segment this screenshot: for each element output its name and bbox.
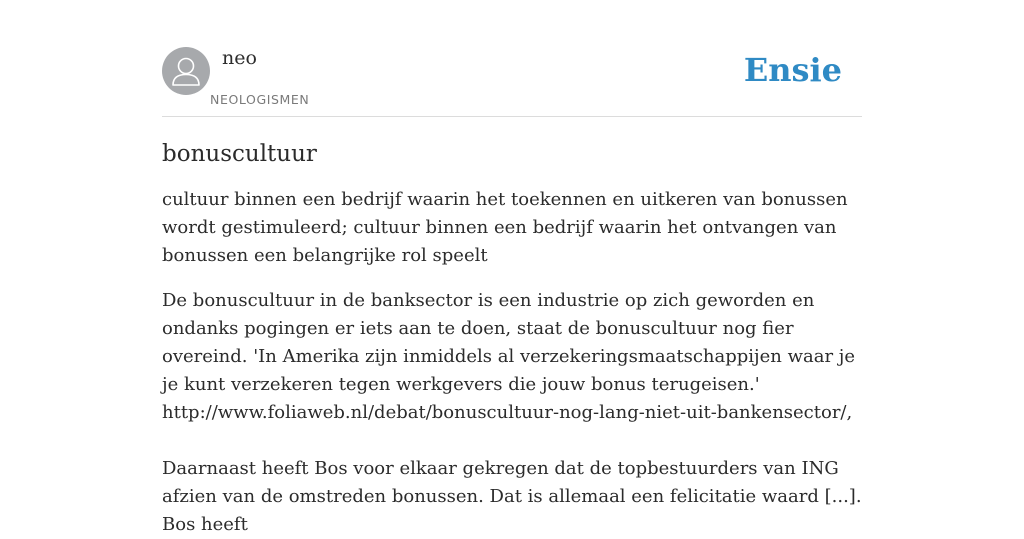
paragraph-gap	[162, 427, 862, 455]
entry-term: bonuscultuur	[162, 141, 317, 167]
example-paragraph: Daarnaast heeft Bos voor elkaar gekregen dat de topbestuurders van ING afzien van de omstreden bonussen. Dat is allemaal een felicitatie waard [...]. Bos heeft	[162, 458, 862, 535]
avatar[interactable]	[162, 47, 210, 95]
username-link[interactable]: neo	[222, 47, 257, 69]
ensie-logo[interactable]: Ensie	[743, 51, 842, 89]
entry-definition: cultuur binnen een bedrijf waarin het toekennen en uitkeren van bonussen wordt gestimuleerd; cultuur binnen een bedrijf waarin het ontvangen van bonussen een belangrijke rol speelt	[162, 189, 848, 266]
entry-example	[162, 287, 862, 539]
entry-content	[162, 136, 862, 539]
example-paragraph: De bonuscultuur in de banksector is een industrie op zich geworden en ondanks pogingen er iets aan te doen, staat de bonuscultuur nog fier overeind. 'In Amerika zijn inmiddels al verzekeringsmaatschappijen waar je je kunt verzekeren tegen werkgevers die jouw bonus terugeisen.' http://www.foliaweb.nl/debat/bonuscultuur-nog-lang-niet-uit-bankensector/,	[162, 290, 855, 423]
user-silhouette-icon	[162, 47, 210, 95]
category-label[interactable]: NEOLOGISMEN	[210, 92, 310, 107]
author-header	[162, 46, 862, 117]
